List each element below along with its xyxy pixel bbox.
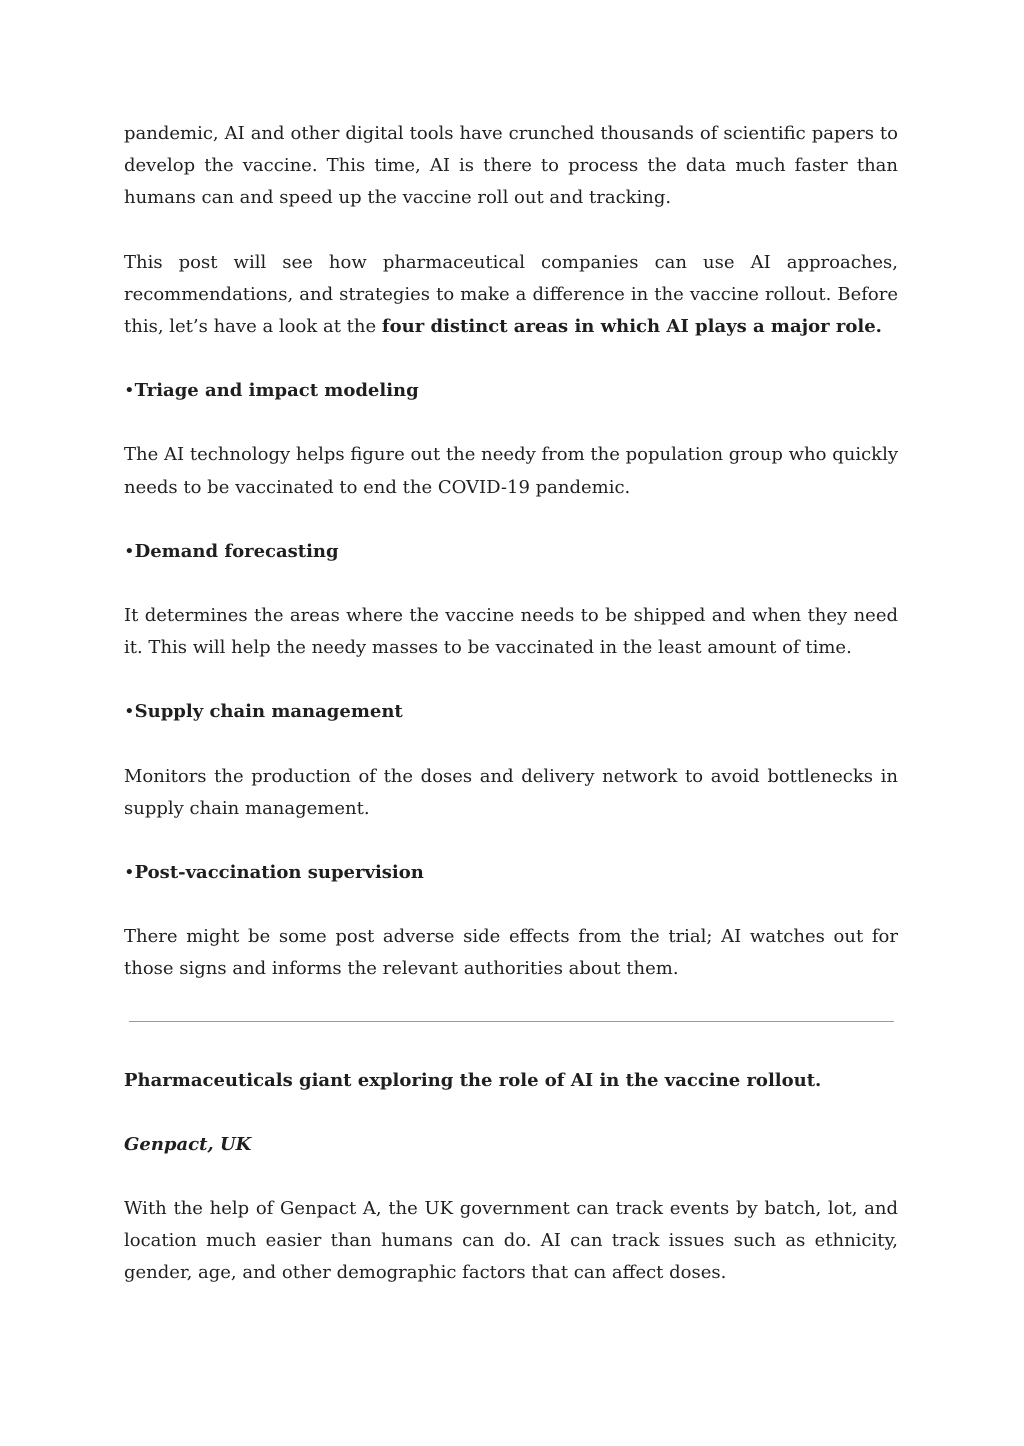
post-intro-paragraph (124, 247, 898, 344)
area-title: Triage and impact modeling (134, 380, 419, 402)
bullet-marker: • (124, 862, 135, 884)
area-heading-post-vaccination (124, 857, 898, 889)
company-heading: Genpact, UK (124, 1133, 252, 1155)
post-intro-bold-text: four distinct areas in which AI plays a major role. (381, 316, 882, 338)
bullet-marker: • (124, 540, 135, 562)
area-heading-supply-chain (124, 696, 898, 728)
section-heading: Pharmaceuticals giant exploring the role of AI in the vaccine rollout. (124, 1069, 822, 1091)
horizontal-divider (129, 1021, 894, 1022)
area-title: Post-vaccination supervision (134, 862, 424, 884)
post-intro-text: This post will see how pharmaceutical companies can use AI approaches, recommendations, and strategies to make a difference in the vaccine rollout. Before this, let’s have a look at the (124, 251, 898, 338)
area-title: Supply chain management (134, 701, 403, 723)
area-description-supply-chain: Monitors the production of the doses and delivery network to avoid bottlenecks in supply chain management. (124, 765, 898, 819)
document-page (124, 118, 898, 1322)
intro-paragraph: pandemic, AI and other digital tools have crunched thousands of scientific papers to develop the vaccine. This time, AI is there to process the data much faster than humans can and speed up the vaccine roll out and tracking. (124, 123, 898, 209)
area-description-triage: The AI technology helps figure out the needy from the population group who quickly needs to be vaccinated to end the COVID-19 pandemic. (124, 444, 898, 498)
bullet-marker: • (124, 380, 135, 402)
area-description-demand: It determines the areas where the vaccine needs to be shipped and when they need it. This will help the needy masses to be vaccinated in the least amount of time. (124, 605, 898, 659)
company-paragraph: With the help of Genpact A, the UK government can track events by batch, lot, and location much easier than humans can do. AI can track issues such as ethnicity, gender, age, and other demographic factors that can affect doses. (124, 1198, 898, 1284)
area-description-post-vaccination: There might be some post adverse side effects from the trial; AI watches out for those signs and informs the relevant authorities about them. (124, 926, 898, 980)
area-heading-triage (124, 375, 898, 407)
area-heading-demand (124, 536, 898, 568)
bullet-marker: • (124, 701, 135, 723)
area-title: Demand forecasting (134, 540, 339, 562)
